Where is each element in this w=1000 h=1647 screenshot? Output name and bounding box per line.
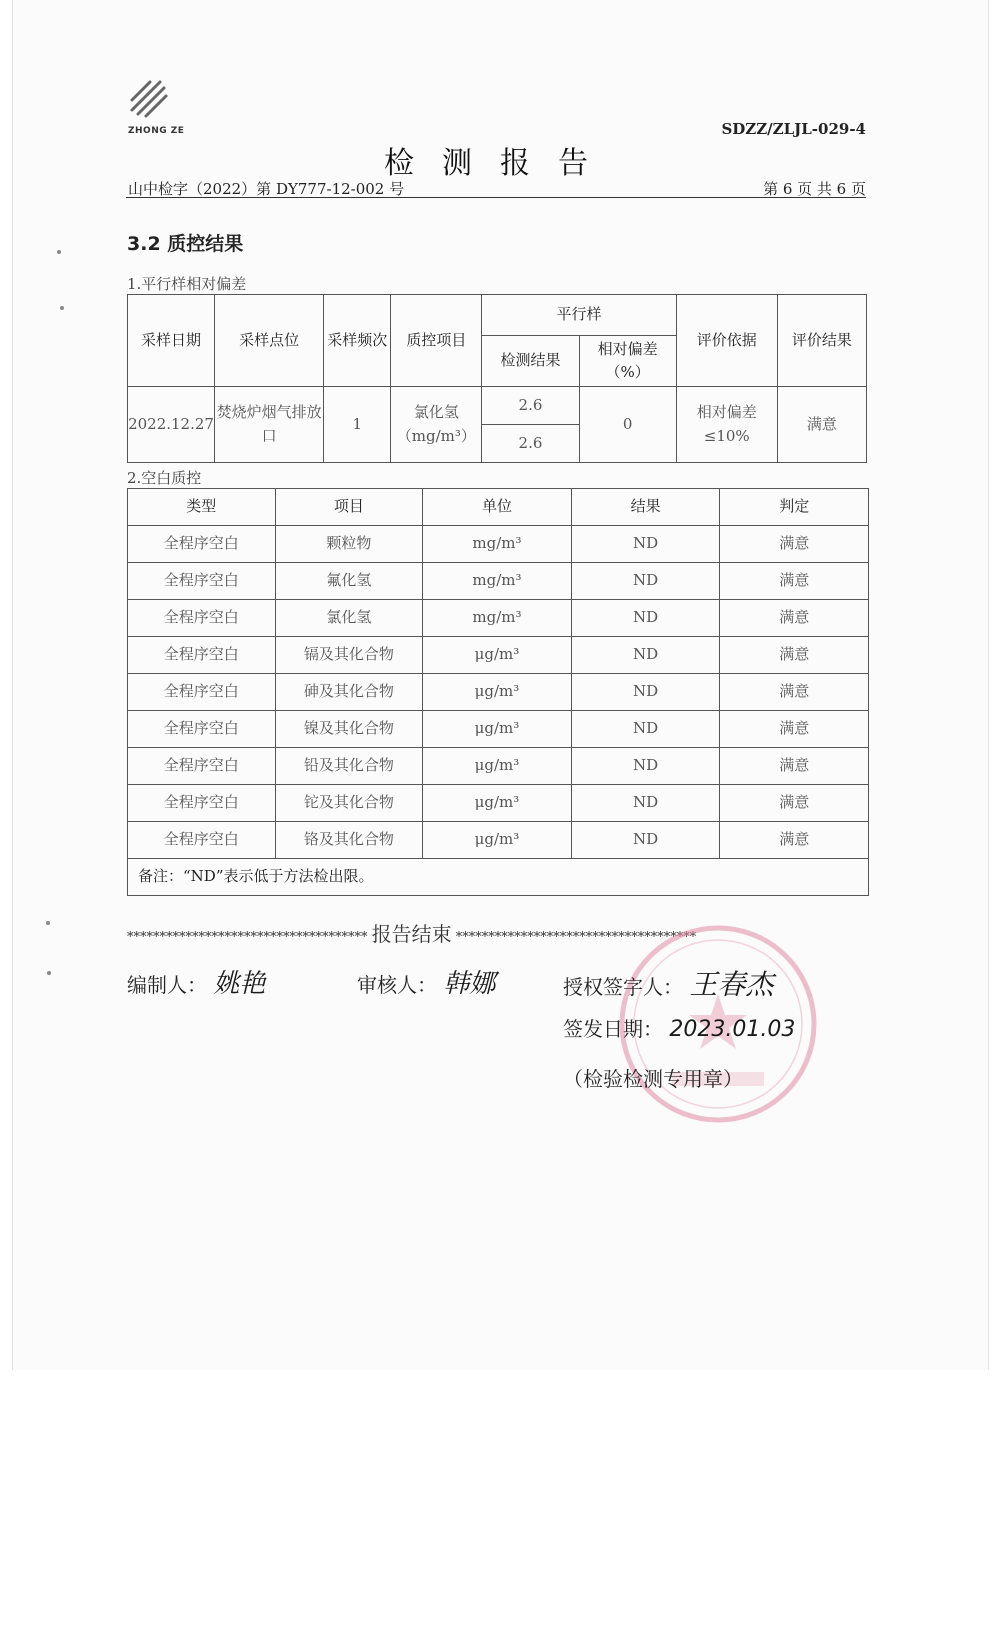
cell-unit: μg/m³ bbox=[423, 711, 572, 748]
document-code: SDZZ/ZLJL-029-4 bbox=[721, 120, 866, 138]
table-note-row bbox=[128, 859, 869, 896]
table-row bbox=[128, 785, 869, 822]
cell-eval-basis: 相对偏差≤10% bbox=[676, 387, 777, 463]
cell-result: ND bbox=[571, 674, 720, 711]
header-test-result: 检测结果 bbox=[482, 336, 579, 387]
cell-judgement: 满意 bbox=[720, 711, 869, 748]
cell-eval-result: 满意 bbox=[777, 387, 866, 463]
header-parallel-group: 平行样 bbox=[482, 295, 676, 336]
header-sample-date: 采样日期 bbox=[128, 295, 215, 387]
header-sample-freq: 采样频次 bbox=[324, 295, 391, 387]
table-row bbox=[128, 711, 869, 748]
cell-unit: μg/m³ bbox=[423, 674, 572, 711]
cell-type: 全程序空白 bbox=[128, 600, 276, 637]
page-info: 第 6 页 共 6 页 bbox=[763, 180, 866, 198]
cell-judgement: 满意 bbox=[720, 526, 869, 563]
issue-date-value: 2023.01.03 bbox=[669, 1017, 796, 1042]
cell-item: 氟化氢 bbox=[275, 563, 423, 600]
issue-date-label: 签发日期： bbox=[563, 1017, 663, 1041]
scan-speck bbox=[46, 921, 50, 925]
header-qc-item: 质控项目 bbox=[391, 295, 482, 387]
cell-type: 全程序空白 bbox=[128, 785, 276, 822]
table-header-row bbox=[128, 489, 869, 526]
cell-type: 全程序空白 bbox=[128, 711, 276, 748]
cell-result-1: 2.6 bbox=[482, 387, 579, 425]
table-row bbox=[128, 822, 869, 859]
cell-judgement: 满意 bbox=[720, 822, 869, 859]
cell-qc-item bbox=[391, 387, 482, 463]
cell-judgement: 满意 bbox=[720, 785, 869, 822]
table-note: 备注：“ND”表示低于方法检出限。 bbox=[128, 859, 869, 896]
prepared-by-signature: 姚艳 bbox=[213, 969, 266, 999]
header-divider bbox=[126, 197, 866, 198]
cell-unit: μg/m³ bbox=[423, 637, 572, 674]
cell-judgement: 满意 bbox=[720, 563, 869, 600]
stamp-note: （检验检测专用章） bbox=[563, 1067, 743, 1091]
cell-item: 氯化氢 bbox=[275, 600, 423, 637]
table-row bbox=[128, 674, 869, 711]
parallel-subtitle: 1.平行样相对偏差 bbox=[127, 275, 247, 293]
cell-type: 全程序空白 bbox=[128, 637, 276, 674]
header-eval-result: 评价结果 bbox=[777, 295, 866, 387]
cell-type: 全程序空白 bbox=[128, 526, 276, 563]
cell-result: ND bbox=[571, 637, 720, 674]
cell-item: 铬及其化合物 bbox=[275, 822, 423, 859]
cell-sample-point: 焚烧炉烟气排放口 bbox=[215, 387, 324, 463]
cell-unit: mg/m³ bbox=[423, 563, 572, 600]
header-eval-basis: 评价依据 bbox=[676, 295, 777, 387]
page-title: 检测报告 bbox=[384, 146, 616, 181]
cell-unit: mg/m³ bbox=[423, 526, 572, 563]
header-relative-deviation: 相对偏差（%） bbox=[579, 336, 676, 387]
logo-text: ZHONG ZE bbox=[128, 126, 185, 136]
cell-type: 全程序空白 bbox=[128, 674, 276, 711]
cell-result: ND bbox=[571, 526, 720, 563]
cell-result: ND bbox=[571, 563, 720, 600]
report-end-label: 报告结束 bbox=[371, 922, 452, 946]
cell-result: ND bbox=[571, 748, 720, 785]
cell-sample-date: 2022.12.27 bbox=[128, 387, 215, 463]
scan-speck bbox=[47, 971, 51, 975]
scan-speck bbox=[57, 250, 61, 254]
cell-type: 全程序空白 bbox=[128, 563, 276, 600]
cell-relative-deviation: 0 bbox=[579, 387, 676, 463]
cell-item: 镍及其化合物 bbox=[275, 711, 423, 748]
issue-date bbox=[563, 1013, 795, 1042]
prepared-by-label: 编制人： bbox=[127, 973, 207, 997]
table-row bbox=[128, 637, 869, 674]
end-stars-right: ************************************* bbox=[455, 930, 697, 945]
cell-unit: μg/m³ bbox=[423, 748, 572, 785]
header-item: 项目 bbox=[275, 489, 423, 526]
cell-sample-freq: 1 bbox=[324, 387, 391, 463]
cell-result: ND bbox=[571, 785, 720, 822]
table-row bbox=[128, 563, 869, 600]
prepared-by bbox=[127, 963, 265, 1000]
cell-item: 颗粒物 bbox=[275, 526, 423, 563]
cell-judgement: 满意 bbox=[720, 748, 869, 785]
cell-item: 砷及其化合物 bbox=[275, 674, 423, 711]
cell-result-2: 2.6 bbox=[482, 425, 579, 463]
blank-subtitle: 2.空白质控 bbox=[127, 469, 202, 487]
authorized-signature: 王春杰 bbox=[689, 968, 774, 1001]
blank-qc-table bbox=[127, 488, 869, 896]
authorized-label: 授权签字人： bbox=[563, 975, 683, 999]
table-row bbox=[128, 387, 867, 425]
cell-result: ND bbox=[571, 711, 720, 748]
cell-unit: mg/m³ bbox=[423, 600, 572, 637]
section-title: 3.2 质控结果 bbox=[127, 233, 244, 255]
cell-type: 全程序空白 bbox=[128, 822, 276, 859]
report-number: 山中检字（2022）第 DY777-12-002 号 bbox=[128, 180, 405, 198]
scan-speck bbox=[60, 306, 64, 310]
table-row bbox=[128, 600, 869, 637]
cell-item: 铊及其化合物 bbox=[275, 785, 423, 822]
cell-item: 铅及其化合物 bbox=[275, 748, 423, 785]
cell-unit: μg/m³ bbox=[423, 785, 572, 822]
header-type: 类型 bbox=[128, 489, 276, 526]
reviewed-by-signature: 韩娜 bbox=[443, 969, 496, 999]
cell-item: 镉及其化合物 bbox=[275, 637, 423, 674]
header-unit: 单位 bbox=[423, 489, 572, 526]
cell-type: 全程序空白 bbox=[128, 748, 276, 785]
parallel-sample-table bbox=[127, 294, 867, 463]
table-header-row bbox=[128, 295, 867, 336]
cell-result: ND bbox=[571, 600, 720, 637]
cell-judgement: 满意 bbox=[720, 600, 869, 637]
header-result: 结果 bbox=[571, 489, 720, 526]
reviewed-by bbox=[357, 963, 495, 1000]
qc-item-unit: （mg/m³） bbox=[396, 426, 476, 445]
end-stars-left: ************************************* bbox=[127, 930, 368, 945]
cell-unit: μg/m³ bbox=[423, 822, 572, 859]
cell-judgement: 满意 bbox=[720, 637, 869, 674]
table-row bbox=[128, 748, 869, 785]
cell-judgement: 满意 bbox=[720, 674, 869, 711]
cell-result: ND bbox=[571, 822, 720, 859]
table-row bbox=[128, 526, 869, 563]
reviewed-by-label: 审核人： bbox=[357, 973, 437, 997]
header-sample-point: 采样点位 bbox=[215, 295, 324, 387]
qc-item-name: 氯化氢 bbox=[413, 403, 459, 422]
authorized-signatory bbox=[563, 963, 773, 1003]
header-judgement: 判定 bbox=[720, 489, 869, 526]
